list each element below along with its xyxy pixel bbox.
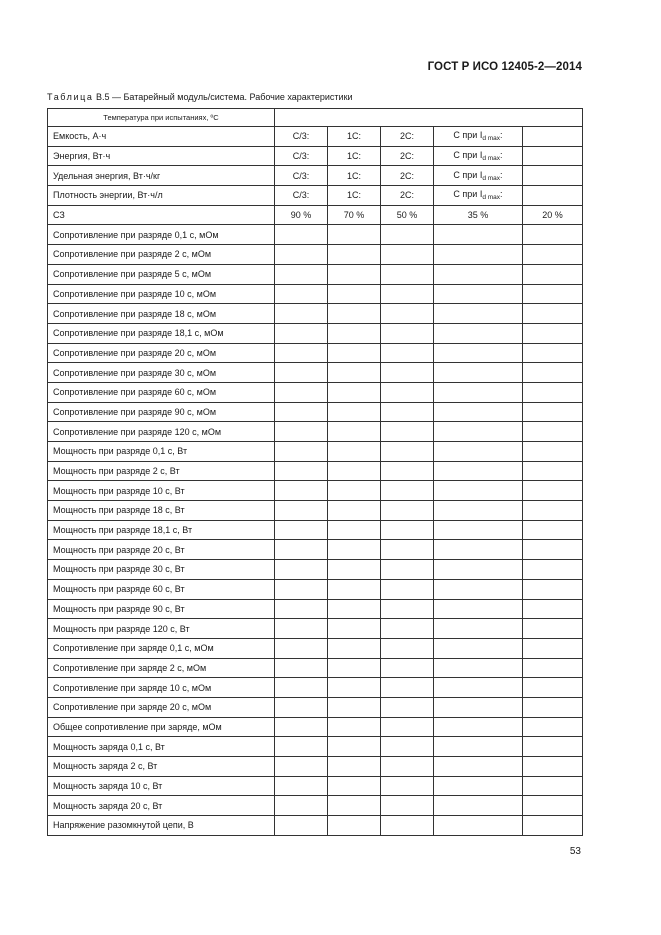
temperature-value-cell[interactable]: [275, 109, 583, 127]
value-cell[interactable]: [523, 717, 583, 737]
value-cell[interactable]: [523, 442, 583, 462]
value-cell[interactable]: [275, 402, 328, 422]
table-row: [48, 776, 583, 796]
value-cell[interactable]: [328, 757, 381, 777]
rate-1c[interactable]: 1C:: [328, 166, 381, 186]
value-cell[interactable]: [381, 501, 434, 521]
value-cell[interactable]: [523, 402, 583, 422]
value-cell[interactable]: [328, 363, 381, 383]
value-cell[interactable]: [381, 540, 434, 560]
value-cell[interactable]: [523, 737, 583, 757]
rate-1c[interactable]: 1C:: [328, 127, 381, 147]
value-cell[interactable]: [328, 382, 381, 402]
value-cell[interactable]: [328, 442, 381, 462]
table-row: [48, 540, 583, 560]
rate-c3[interactable]: C/3:: [275, 186, 328, 206]
value-cell[interactable]: [328, 501, 381, 521]
value-cell[interactable]: [381, 658, 434, 678]
row-label: Плотность энергии, Вт·ч/л: [48, 186, 275, 206]
value-cell[interactable]: [275, 422, 328, 442]
table-row: [48, 245, 583, 265]
table-row: [48, 619, 583, 639]
value-cell[interactable]: [381, 245, 434, 265]
value-cell[interactable]: [381, 757, 434, 777]
row-label: Сопротивление при заряде 0,1 с, мОм: [48, 638, 275, 658]
value-cell[interactable]: [381, 678, 434, 698]
rate-2c[interactable]: 2C:: [381, 166, 434, 186]
rate-2c[interactable]: 2C:: [381, 186, 434, 206]
value-cell[interactable]: [523, 757, 583, 777]
value-cell[interactable]: [275, 776, 328, 796]
table-row: [48, 816, 583, 836]
value-cell[interactable]: [434, 363, 523, 383]
value-cell[interactable]: [434, 579, 523, 599]
value-cell[interactable]: [275, 619, 328, 639]
value-cell[interactable]: [523, 638, 583, 658]
table-row: [48, 422, 583, 442]
table-row: [48, 520, 583, 540]
value-cell[interactable]: [434, 501, 523, 521]
value-cell[interactable]: [381, 717, 434, 737]
value-cell[interactable]: [434, 737, 523, 757]
table-row: [48, 343, 583, 363]
value-cell[interactable]: [328, 737, 381, 757]
value-cell[interactable]: [523, 678, 583, 698]
value-cell[interactable]: [381, 461, 434, 481]
value-cell[interactable]: [434, 422, 523, 442]
rate-cmax-text: C при I: [453, 169, 483, 180]
value-cell[interactable]: [434, 245, 523, 265]
value-cell[interactable]: [434, 638, 523, 658]
value-cell[interactable]: [523, 520, 583, 540]
row-label: Сопротивление при заряде 10 с, мОм: [48, 678, 275, 698]
value-cell[interactable]: [523, 816, 583, 836]
value-cell[interactable]: [275, 304, 328, 324]
value-cell[interactable]: [523, 481, 583, 501]
value-cell[interactable]: [328, 579, 381, 599]
value-cell[interactable]: [434, 678, 523, 698]
row-label: Мощность при разряде 90 с, Вт: [48, 599, 275, 619]
value-cell[interactable]: [523, 422, 583, 442]
value-cell[interactable]: [381, 520, 434, 540]
page-number: 53: [569, 846, 581, 857]
value-cell[interactable]: [328, 304, 381, 324]
value-cell[interactable]: [275, 717, 328, 737]
value-cell[interactable]: [275, 501, 328, 521]
value-cell[interactable]: [434, 442, 523, 462]
rate-row: [48, 127, 583, 147]
value-cell[interactable]: [381, 481, 434, 501]
value-cell[interactable]: [434, 304, 523, 324]
value-cell[interactable]: [434, 343, 523, 363]
value-cell[interactable]: [434, 599, 523, 619]
row-label: Мощность при разряде 20 с, Вт: [48, 540, 275, 560]
value-cell[interactable]: [381, 599, 434, 619]
rate-cmax-subscript: d max: [482, 135, 501, 143]
value-cell[interactable]: [381, 619, 434, 639]
value-cell[interactable]: [328, 323, 381, 343]
value-cell[interactable]: [523, 323, 583, 343]
row-label: Напряжение разомкнутой цепи, В: [48, 816, 275, 836]
value-cell[interactable]: [275, 481, 328, 501]
rate-cmax-text: C при I: [453, 130, 483, 141]
rate-cmax[interactable]: [434, 186, 523, 206]
value-cell[interactable]: [523, 697, 583, 717]
value-cell[interactable]: [523, 245, 583, 265]
table-row: [48, 757, 583, 777]
value-cell[interactable]: [328, 717, 381, 737]
value-cell[interactable]: [523, 382, 583, 402]
value-cell[interactable]: [275, 461, 328, 481]
value-cell[interactable]: [328, 343, 381, 363]
rate-cmax-tail: :: [500, 169, 503, 180]
rate-row: [48, 146, 583, 166]
value-cell[interactable]: [328, 422, 381, 442]
table-row: [48, 638, 583, 658]
row-label: Мощность при разряде 120 с, Вт: [48, 619, 275, 639]
value-cell[interactable]: [275, 540, 328, 560]
value-cell[interactable]: [328, 560, 381, 580]
value-cell[interactable]: [381, 264, 434, 284]
table-row: [48, 678, 583, 698]
rate-cmax-tail: :: [500, 130, 503, 141]
value-cell[interactable]: [434, 776, 523, 796]
value-cell[interactable]: [381, 560, 434, 580]
table-caption: [47, 92, 353, 102]
table-row: [48, 717, 583, 737]
rate-2c[interactable]: 2C:: [381, 127, 434, 147]
value-cell[interactable]: [523, 599, 583, 619]
value-cell[interactable]: [523, 540, 583, 560]
row-label: Сопротивление при разряде 60 с, мОм: [48, 382, 275, 402]
value-cell[interactable]: [275, 343, 328, 363]
value-cell[interactable]: [328, 776, 381, 796]
caption-text: В.5 — Батарейный модуль/система. Рабочие характеристики: [96, 92, 353, 102]
document-id: ГОСТ Р ИСО 12405-2—2014: [427, 61, 582, 73]
value-cell[interactable]: [523, 619, 583, 639]
table-row: [48, 501, 583, 521]
value-cell[interactable]: [275, 658, 328, 678]
rate-row: [48, 166, 583, 186]
row-label: Емкость, А·ч: [48, 127, 275, 147]
row-label: Сопротивление при разряде 0,1 с, мОм: [48, 225, 275, 245]
value-cell[interactable]: [434, 717, 523, 737]
rate-c3[interactable]: C/3:: [275, 146, 328, 166]
row-label: Мощность при разряде 18 с, Вт: [48, 501, 275, 521]
rate-2c[interactable]: 2C:: [381, 146, 434, 166]
row-label: Сопротивление при разряде 5 с, мОм: [48, 264, 275, 284]
rate-cmax[interactable]: [434, 166, 523, 186]
value-cell[interactable]: [523, 776, 583, 796]
value-cell[interactable]: [523, 343, 583, 363]
value-cell[interactable]: [381, 284, 434, 304]
value-cell[interactable]: [275, 678, 328, 698]
value-cell[interactable]: [328, 481, 381, 501]
value-cell[interactable]: [328, 284, 381, 304]
rate-c3[interactable]: C/3:: [275, 166, 328, 186]
rate-cmax-text: C при I: [453, 150, 483, 161]
table-row: [48, 461, 583, 481]
value-cell[interactable]: [523, 579, 583, 599]
row-label: Мощность при разряде 30 с, Вт: [48, 560, 275, 580]
value-cell[interactable]: [434, 481, 523, 501]
table-row: [48, 796, 583, 816]
rate-cmax[interactable]: [434, 127, 523, 147]
value-cell[interactable]: [275, 225, 328, 245]
row-label: Общее сопротивление при заряде, мОм: [48, 717, 275, 737]
row-label: Сопротивление при разряде 30 с, мОм: [48, 363, 275, 383]
value-cell[interactable]: [381, 225, 434, 245]
table-row: [48, 579, 583, 599]
value-cell[interactable]: [381, 343, 434, 363]
temperature-label: Температура при испытаниях, ºC: [48, 109, 275, 127]
value-cell[interactable]: [275, 697, 328, 717]
value-cell[interactable]: [275, 284, 328, 304]
value-cell[interactable]: [275, 363, 328, 383]
table-row: [48, 264, 583, 284]
value-cell[interactable]: [328, 619, 381, 639]
caption-prefix: Таблица: [47, 92, 94, 102]
value-cell[interactable]: [328, 540, 381, 560]
value-cell[interactable]: [328, 658, 381, 678]
soc-row: [48, 205, 583, 225]
value-cell[interactable]: [381, 382, 434, 402]
value-cell[interactable]: [434, 560, 523, 580]
value-cell[interactable]: [328, 402, 381, 422]
value-cell[interactable]: [275, 638, 328, 658]
value-cell[interactable]: [381, 796, 434, 816]
row-label: Мощность при разряде 18,1 с, Вт: [48, 520, 275, 540]
rate-extra-cell[interactable]: [523, 166, 583, 186]
rate-extra-cell[interactable]: [523, 146, 583, 166]
row-label: Мощность при разряде 0,1 с, Вт: [48, 442, 275, 462]
row-label: Мощность заряда 10 с, Вт: [48, 776, 275, 796]
table-row: [48, 442, 583, 462]
value-cell[interactable]: [328, 796, 381, 816]
value-cell[interactable]: [381, 323, 434, 343]
temperature-row: [48, 109, 583, 127]
value-cell[interactable]: [275, 816, 328, 836]
table-row: [48, 737, 583, 757]
value-cell[interactable]: [523, 461, 583, 481]
row-label: Сопротивление при разряде 20 с, мОм: [48, 343, 275, 363]
value-cell[interactable]: [275, 382, 328, 402]
value-cell[interactable]: [381, 579, 434, 599]
row-label: Сопротивление при разряде 90 с, мОм: [48, 402, 275, 422]
value-cell[interactable]: [381, 442, 434, 462]
value-cell[interactable]: [328, 599, 381, 619]
value-cell[interactable]: [381, 697, 434, 717]
value-cell[interactable]: [523, 363, 583, 383]
value-cell[interactable]: [434, 402, 523, 422]
table-row: [48, 481, 583, 501]
table-row: [48, 304, 583, 324]
value-cell[interactable]: [381, 816, 434, 836]
value-cell[interactable]: [328, 678, 381, 698]
soc-value: 90 %: [275, 205, 328, 225]
value-cell[interactable]: [275, 737, 328, 757]
table-body: [48, 109, 583, 836]
value-cell[interactable]: [434, 697, 523, 717]
value-cell[interactable]: [328, 264, 381, 284]
value-cell[interactable]: [275, 757, 328, 777]
value-cell[interactable]: [434, 323, 523, 343]
value-cell[interactable]: [328, 520, 381, 540]
table-row: [48, 599, 583, 619]
value-cell[interactable]: [523, 284, 583, 304]
value-cell[interactable]: [275, 323, 328, 343]
value-cell[interactable]: [275, 560, 328, 580]
rate-extra-cell[interactable]: [523, 186, 583, 206]
row-label: Сопротивление при заряде 2 с, мОм: [48, 658, 275, 678]
row-label: Мощность при разряде 10 с, Вт: [48, 481, 275, 501]
value-cell[interactable]: [434, 225, 523, 245]
value-cell[interactable]: [434, 264, 523, 284]
soc-value: 20 %: [523, 205, 583, 225]
value-cell[interactable]: [523, 658, 583, 678]
value-cell[interactable]: [523, 304, 583, 324]
table-row: [48, 284, 583, 304]
value-cell[interactable]: [328, 697, 381, 717]
rate-cmax-tail: :: [500, 150, 503, 161]
row-label: Удельная энергия, Вт·ч/кг: [48, 166, 275, 186]
value-cell[interactable]: [275, 599, 328, 619]
value-cell[interactable]: [381, 737, 434, 757]
table-row: [48, 402, 583, 422]
value-cell[interactable]: [275, 579, 328, 599]
value-cell[interactable]: [275, 245, 328, 265]
row-label: Мощность заряда 20 с, Вт: [48, 796, 275, 816]
value-cell[interactable]: [434, 284, 523, 304]
rate-c3[interactable]: C/3:: [275, 127, 328, 147]
value-cell[interactable]: [381, 422, 434, 442]
value-cell[interactable]: [434, 619, 523, 639]
value-cell[interactable]: [523, 796, 583, 816]
row-label: Сопротивление при разряде 18 с, мОм: [48, 304, 275, 324]
rate-cmax-text: C при I: [453, 189, 483, 200]
value-cell[interactable]: [381, 363, 434, 383]
value-cell[interactable]: [275, 442, 328, 462]
rate-1c[interactable]: 1C:: [328, 186, 381, 206]
value-cell[interactable]: [275, 520, 328, 540]
value-cell[interactable]: [434, 757, 523, 777]
table-row: [48, 658, 583, 678]
value-cell[interactable]: [275, 796, 328, 816]
value-cell[interactable]: [434, 461, 523, 481]
row-label: Энергия, Вт·ч: [48, 146, 275, 166]
table-row: [48, 225, 583, 245]
value-cell[interactable]: [328, 816, 381, 836]
value-cell[interactable]: [275, 264, 328, 284]
value-cell[interactable]: [328, 245, 381, 265]
row-label: Мощность заряда 0,1 с, Вт: [48, 737, 275, 757]
value-cell[interactable]: [434, 816, 523, 836]
table-row: [48, 323, 583, 343]
value-cell[interactable]: [434, 796, 523, 816]
rate-1c[interactable]: 1C:: [328, 146, 381, 166]
value-cell[interactable]: [523, 501, 583, 521]
value-cell[interactable]: [523, 264, 583, 284]
soc-label: СЗ: [48, 205, 275, 225]
value-cell[interactable]: [381, 638, 434, 658]
table-row: [48, 560, 583, 580]
soc-value: 35 %: [434, 205, 523, 225]
value-cell[interactable]: [434, 382, 523, 402]
row-label: Сопротивление при разряде 18,1 с, мОм: [48, 323, 275, 343]
value-cell[interactable]: [523, 560, 583, 580]
rate-cmax-tail: :: [500, 189, 503, 200]
rate-cmax[interactable]: [434, 146, 523, 166]
value-cell[interactable]: [381, 304, 434, 324]
row-label: Мощность заряда 2 с, Вт: [48, 757, 275, 777]
value-cell[interactable]: [328, 461, 381, 481]
row-label: Сопротивление при разряде 2 с, мОм: [48, 245, 275, 265]
characteristics-table: [47, 108, 583, 836]
value-cell[interactable]: [381, 402, 434, 422]
row-label: Сопротивление при разряде 10 с, мОм: [48, 284, 275, 304]
table-row: [48, 697, 583, 717]
rate-row: [48, 186, 583, 206]
row-label: Мощность при разряде 60 с, Вт: [48, 579, 275, 599]
row-label: Сопротивление при заряде 20 с, мОм: [48, 697, 275, 717]
value-cell[interactable]: [523, 225, 583, 245]
value-cell[interactable]: [434, 520, 523, 540]
soc-value: 70 %: [328, 205, 381, 225]
rate-cmax-subscript: d max: [482, 155, 501, 163]
value-cell[interactable]: [381, 776, 434, 796]
table-row: [48, 363, 583, 383]
soc-value: 50 %: [381, 205, 434, 225]
value-cell[interactable]: [328, 638, 381, 658]
row-label: Сопротивление при разряде 120 с, мОм: [48, 422, 275, 442]
table-row: [48, 382, 583, 402]
value-cell[interactable]: [328, 225, 381, 245]
value-cell[interactable]: [434, 658, 523, 678]
rate-cmax-subscript: d max: [482, 174, 501, 182]
rate-cmax-subscript: d max: [482, 194, 501, 202]
rate-extra-cell[interactable]: [523, 127, 583, 147]
value-cell[interactable]: [434, 540, 523, 560]
row-label: Мощность при разряде 2 с, Вт: [48, 461, 275, 481]
